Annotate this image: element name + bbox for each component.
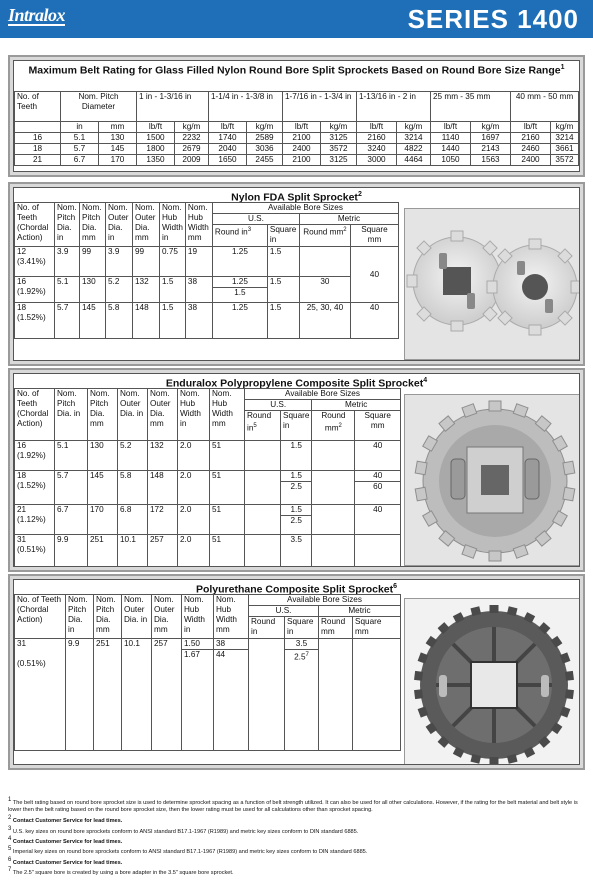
us-header: U.S. bbox=[245, 400, 312, 411]
table-cell: 130 bbox=[99, 133, 137, 144]
table-cell: 3000 bbox=[357, 155, 397, 166]
us-header: U.S. bbox=[249, 606, 319, 617]
col-outer-mm: Nom. Outer Dia. mm bbox=[133, 203, 160, 247]
unit-cell: lb/ft bbox=[137, 122, 175, 133]
table-cell: 3240 bbox=[357, 144, 397, 155]
col-teeth: No. of Teeth (Chordal Action) bbox=[15, 203, 55, 247]
unit-cell: kg/m bbox=[397, 122, 431, 133]
col-pitch-mm: Nom. Pitch Dia. mm bbox=[88, 389, 118, 441]
table-cell: 3661 bbox=[551, 144, 579, 155]
col-square-us: Square in bbox=[281, 411, 312, 441]
table-cell: 6.7 bbox=[61, 155, 99, 166]
table-cell: 2400 bbox=[283, 144, 321, 155]
col-hub-mm: Nom. Hub Width mm bbox=[210, 389, 245, 441]
table-cell: 3572 bbox=[551, 155, 579, 166]
table-row bbox=[15, 133, 579, 144]
col-pitch: Nom. Pitch Diameter bbox=[61, 92, 137, 122]
table-cell: 4822 bbox=[397, 144, 431, 155]
col-outer-in: Nom. Outer Dia. in bbox=[118, 389, 148, 441]
unit-cell: mm bbox=[99, 122, 137, 133]
table-cell: 3036 bbox=[247, 144, 283, 155]
table-cell: 16 bbox=[15, 133, 61, 144]
footnote: $^7$ The 2.5" square bore is created by using a bore adapter in the 3.5" square bore sprocket. bbox=[8, 867, 234, 877]
unit-cell: kg/m bbox=[471, 122, 511, 133]
sprocket-right-icon bbox=[487, 239, 580, 335]
col-teeth: No. of Teeth (Chordal Action) bbox=[15, 595, 66, 639]
col-hub-mm: Nom. Hub Width mm bbox=[185, 203, 212, 247]
table-cell: 2100 bbox=[283, 133, 321, 144]
table-row: 21 (1.12%) 6.7 170 6.8 172 2.0 51 1.5 2.5 40 bbox=[15, 505, 401, 535]
footnote: $^5$ Imperial key sizes on round bore sprockets conform to ANSI standard B17.1-1967 (R1989) and metric key sizes conform to DIN standard 6885. bbox=[8, 846, 368, 856]
col-pitch-in: Nom. Pitch Dia. in bbox=[55, 203, 80, 247]
polyurethane-title: Polyurethane Composite Split Sprocket$^6$ bbox=[195, 583, 398, 596]
col-outer-mm: Nom. Outer Dia. mm bbox=[152, 595, 182, 639]
table-cell: 1800 bbox=[137, 144, 175, 155]
table-cell: 4464 bbox=[397, 155, 431, 166]
footnote: $^6$ Contact Customer Service for lead times. bbox=[8, 856, 123, 866]
table-cell: 2400 bbox=[511, 155, 551, 166]
col-square-m: Square mm bbox=[353, 617, 401, 639]
table-cell: 2100 bbox=[283, 155, 321, 166]
belt-rating-table bbox=[14, 91, 579, 166]
unit-cell: in bbox=[61, 122, 99, 133]
unit-cell: lb/ft bbox=[283, 122, 321, 133]
table-cell: 2160 bbox=[511, 133, 551, 144]
polyurethane-table bbox=[14, 594, 401, 751]
series-title: SERIES 1400 bbox=[407, 4, 579, 34]
col-range-5: 25 mm - 35 mm bbox=[431, 92, 511, 122]
us-header: U.S. bbox=[212, 214, 299, 225]
col-round-m: Round $mm^2$ bbox=[299, 225, 350, 247]
nylon-fda-title: Nylon FDA Split Sprocket$^2$ bbox=[231, 191, 362, 204]
table-cell: 2460 bbox=[511, 144, 551, 155]
col-pitch-in: Nom. Pitch Dia. in bbox=[66, 595, 94, 639]
page-header bbox=[0, 0, 593, 38]
table-cell: 2160 bbox=[357, 133, 397, 144]
table-row: 31 (0.51%) 9.9 251 10.1 257 1.50 1.67 38 44 3.5 $2.5^7$ bbox=[15, 639, 401, 751]
sprocket-icon bbox=[414, 605, 574, 765]
table-cell: 3572 bbox=[321, 144, 357, 155]
sprocket-icon bbox=[415, 401, 575, 561]
col-square-m: Square mm bbox=[355, 411, 401, 441]
unit-cell: kg/m bbox=[247, 122, 283, 133]
col-teeth: No. of Teeth (Chordal Action) bbox=[15, 389, 55, 441]
col-round-us: Round in bbox=[249, 617, 285, 639]
table-row: 18 (1.52%) 5.7 145 5.8 148 1.5 38 1.25 1.5 25, 30, 40 40 bbox=[15, 303, 399, 339]
table-row: 18 (1.52%) 5.7 145 5.8 148 2.0 51 1.5 2.5 40 60 bbox=[15, 471, 401, 505]
table-cell: 2040 bbox=[209, 144, 247, 155]
table-cell: 1440 bbox=[431, 144, 471, 155]
col-range-4: 1-13/16 in - 2 in bbox=[357, 92, 431, 122]
table-row bbox=[15, 144, 579, 155]
table-cell: 1500 bbox=[137, 133, 175, 144]
col-range-2: 1-1/4 in - 1-3/8 in bbox=[209, 92, 283, 122]
col-hub-in: Nom. Hub Width in bbox=[160, 203, 186, 247]
enduralox-table bbox=[14, 388, 401, 567]
table-cell: 5.7 bbox=[61, 144, 99, 155]
col-square-us: Square in bbox=[267, 225, 299, 247]
table-cell: 3214 bbox=[397, 133, 431, 144]
metric-header: Metric bbox=[312, 400, 401, 411]
intralox-logo: Intralox bbox=[8, 5, 66, 25]
col-square-us: Square in bbox=[285, 617, 319, 639]
unit-cell: kg/m bbox=[175, 122, 209, 133]
bore-header: Available Bore Sizes bbox=[245, 389, 401, 400]
footnote: $^3$ U.S. key sizes on round bore sprockets conform to ANSI standard B17.1-1967 (R1989) and metric key sizes conform to DIN standard 6885. bbox=[8, 825, 359, 835]
bore-header: Available Bore Sizes bbox=[212, 203, 398, 214]
table-cell: 3125 bbox=[321, 133, 357, 144]
col-hub-in: Nom. Hub Width in bbox=[182, 595, 214, 639]
enduralox-title: Enduralox Polypropylene Composite Split Sprocket$^4$ bbox=[165, 377, 428, 390]
table-cell: 1050 bbox=[431, 155, 471, 166]
unit-cell: lb/ft bbox=[431, 122, 471, 133]
footnote: $^4$ Contact Customer Service for lead times. bbox=[8, 835, 123, 845]
nylon-sprocket-photo bbox=[404, 208, 580, 360]
table-cell: 2455 bbox=[247, 155, 283, 166]
col-round-m: Round $mm^2$ bbox=[312, 411, 355, 441]
col-outer-mm: Nom. Outer Dia. mm bbox=[148, 389, 178, 441]
belt-rating-section bbox=[8, 55, 585, 177]
footnote: $^1$ The belt rating based on round bore sprocket size is used to determine sprocket spacing as a function of belt strength utilized. It can also be used for all other calculations. However, if the rating for the belt material and belt style is lower then the belt rating based on the round bore sprocket size, then the lower rating must be used for all calculations other than sprocket spacing. bbox=[8, 797, 578, 814]
metric-header: Metric bbox=[299, 214, 398, 225]
footnotes bbox=[8, 797, 585, 878]
table-cell: 1350 bbox=[137, 155, 175, 166]
table-cell: 170 bbox=[99, 155, 137, 166]
col-range-3: 1-7/16 in - 1-3/4 in bbox=[283, 92, 357, 122]
table-cell: 145 bbox=[99, 144, 137, 155]
col-pitch-mm: Nom. Pitch Dia. mm bbox=[80, 203, 106, 247]
col-outer-in: Nom. Outer Dia. in bbox=[106, 203, 133, 247]
col-round-us: Round $in^5$ bbox=[245, 411, 281, 441]
table-cell: 2589 bbox=[247, 133, 283, 144]
col-pitch-in: Nom. Pitch Dia. in bbox=[55, 389, 88, 441]
belt-rating-title: Maximum Belt Rating for Glass Filled Nylon Round Bore Split Sprockets Based on Round Bore Size Range$^1$ bbox=[28, 64, 565, 77]
col-round-m: Round mm bbox=[319, 617, 353, 639]
table-cell: 2232 bbox=[175, 133, 209, 144]
table-row: 12 (3.41%) 3.9 99 3.9 99 0.75 19 1.25 1.5 40 bbox=[15, 247, 399, 277]
table-cell: 1650 bbox=[209, 155, 247, 166]
table-cell: 3214 bbox=[551, 133, 579, 144]
table-cell: 3125 bbox=[321, 155, 357, 166]
table-row bbox=[15, 155, 579, 166]
col-hub-in: Nom. Hub Width in bbox=[178, 389, 210, 441]
table-cell: 1740 bbox=[209, 133, 247, 144]
table-row: 16 (1.92%) 5.1 130 5.2 132 2.0 51 1.5 40 bbox=[15, 441, 401, 471]
col-range-1: 1 in - 1-3/16 in bbox=[137, 92, 209, 122]
unit-cell: lb/ft bbox=[511, 122, 551, 133]
nylon-fda-table bbox=[14, 202, 399, 339]
col-pitch-mm: Nom. Pitch Dia. mm bbox=[94, 595, 122, 639]
unit-cell: kg/m bbox=[551, 122, 579, 133]
metric-header: Metric bbox=[319, 606, 401, 617]
polyurethane-sprocket-photo bbox=[404, 598, 580, 765]
col-teeth: No. of Teeth bbox=[15, 92, 61, 122]
table-cell: 1140 bbox=[431, 133, 471, 144]
col-range-6: 40 mm - 50 mm bbox=[511, 92, 579, 122]
col-outer-in: Nom. Outer Dia. in bbox=[122, 595, 152, 639]
enduralox-section bbox=[8, 368, 585, 572]
nylon-fda-section bbox=[8, 182, 585, 366]
unit-cell: kg/m bbox=[321, 122, 357, 133]
table-cell: 5.1 bbox=[61, 133, 99, 144]
polyurethane-section bbox=[8, 574, 585, 770]
col-round-us: Round $in^3$ bbox=[212, 225, 267, 247]
units-row bbox=[15, 122, 579, 133]
footnote: $^2$ Contact Customer Service for lead times. bbox=[8, 815, 123, 824]
table-row: 16 (1.92%) 5.1 130 5.2 132 1.5 38 1.25 1.5 1.5 30 bbox=[15, 277, 399, 303]
enduralox-sprocket-photo bbox=[404, 394, 580, 566]
unit-cell: lb/ft bbox=[357, 122, 397, 133]
table-cell: 2009 bbox=[175, 155, 209, 166]
table-cell: 21 bbox=[15, 155, 61, 166]
table-cell: 2143 bbox=[471, 144, 511, 155]
table-cell: 18 bbox=[15, 144, 61, 155]
table-cell: 2679 bbox=[175, 144, 209, 155]
table-cell: 1563 bbox=[471, 155, 511, 166]
table-row: 31 (0.51%) 9.9 251 10.1 257 2.0 51 3.5 bbox=[15, 535, 401, 568]
table-cell: 1697 bbox=[471, 133, 511, 144]
col-hub-mm: Nom. Hub Width mm bbox=[214, 595, 249, 639]
col-square-m: Square mm bbox=[350, 225, 398, 247]
bore-header: Available Bore Sizes bbox=[249, 595, 401, 606]
unit-cell: lb/ft bbox=[209, 122, 247, 133]
